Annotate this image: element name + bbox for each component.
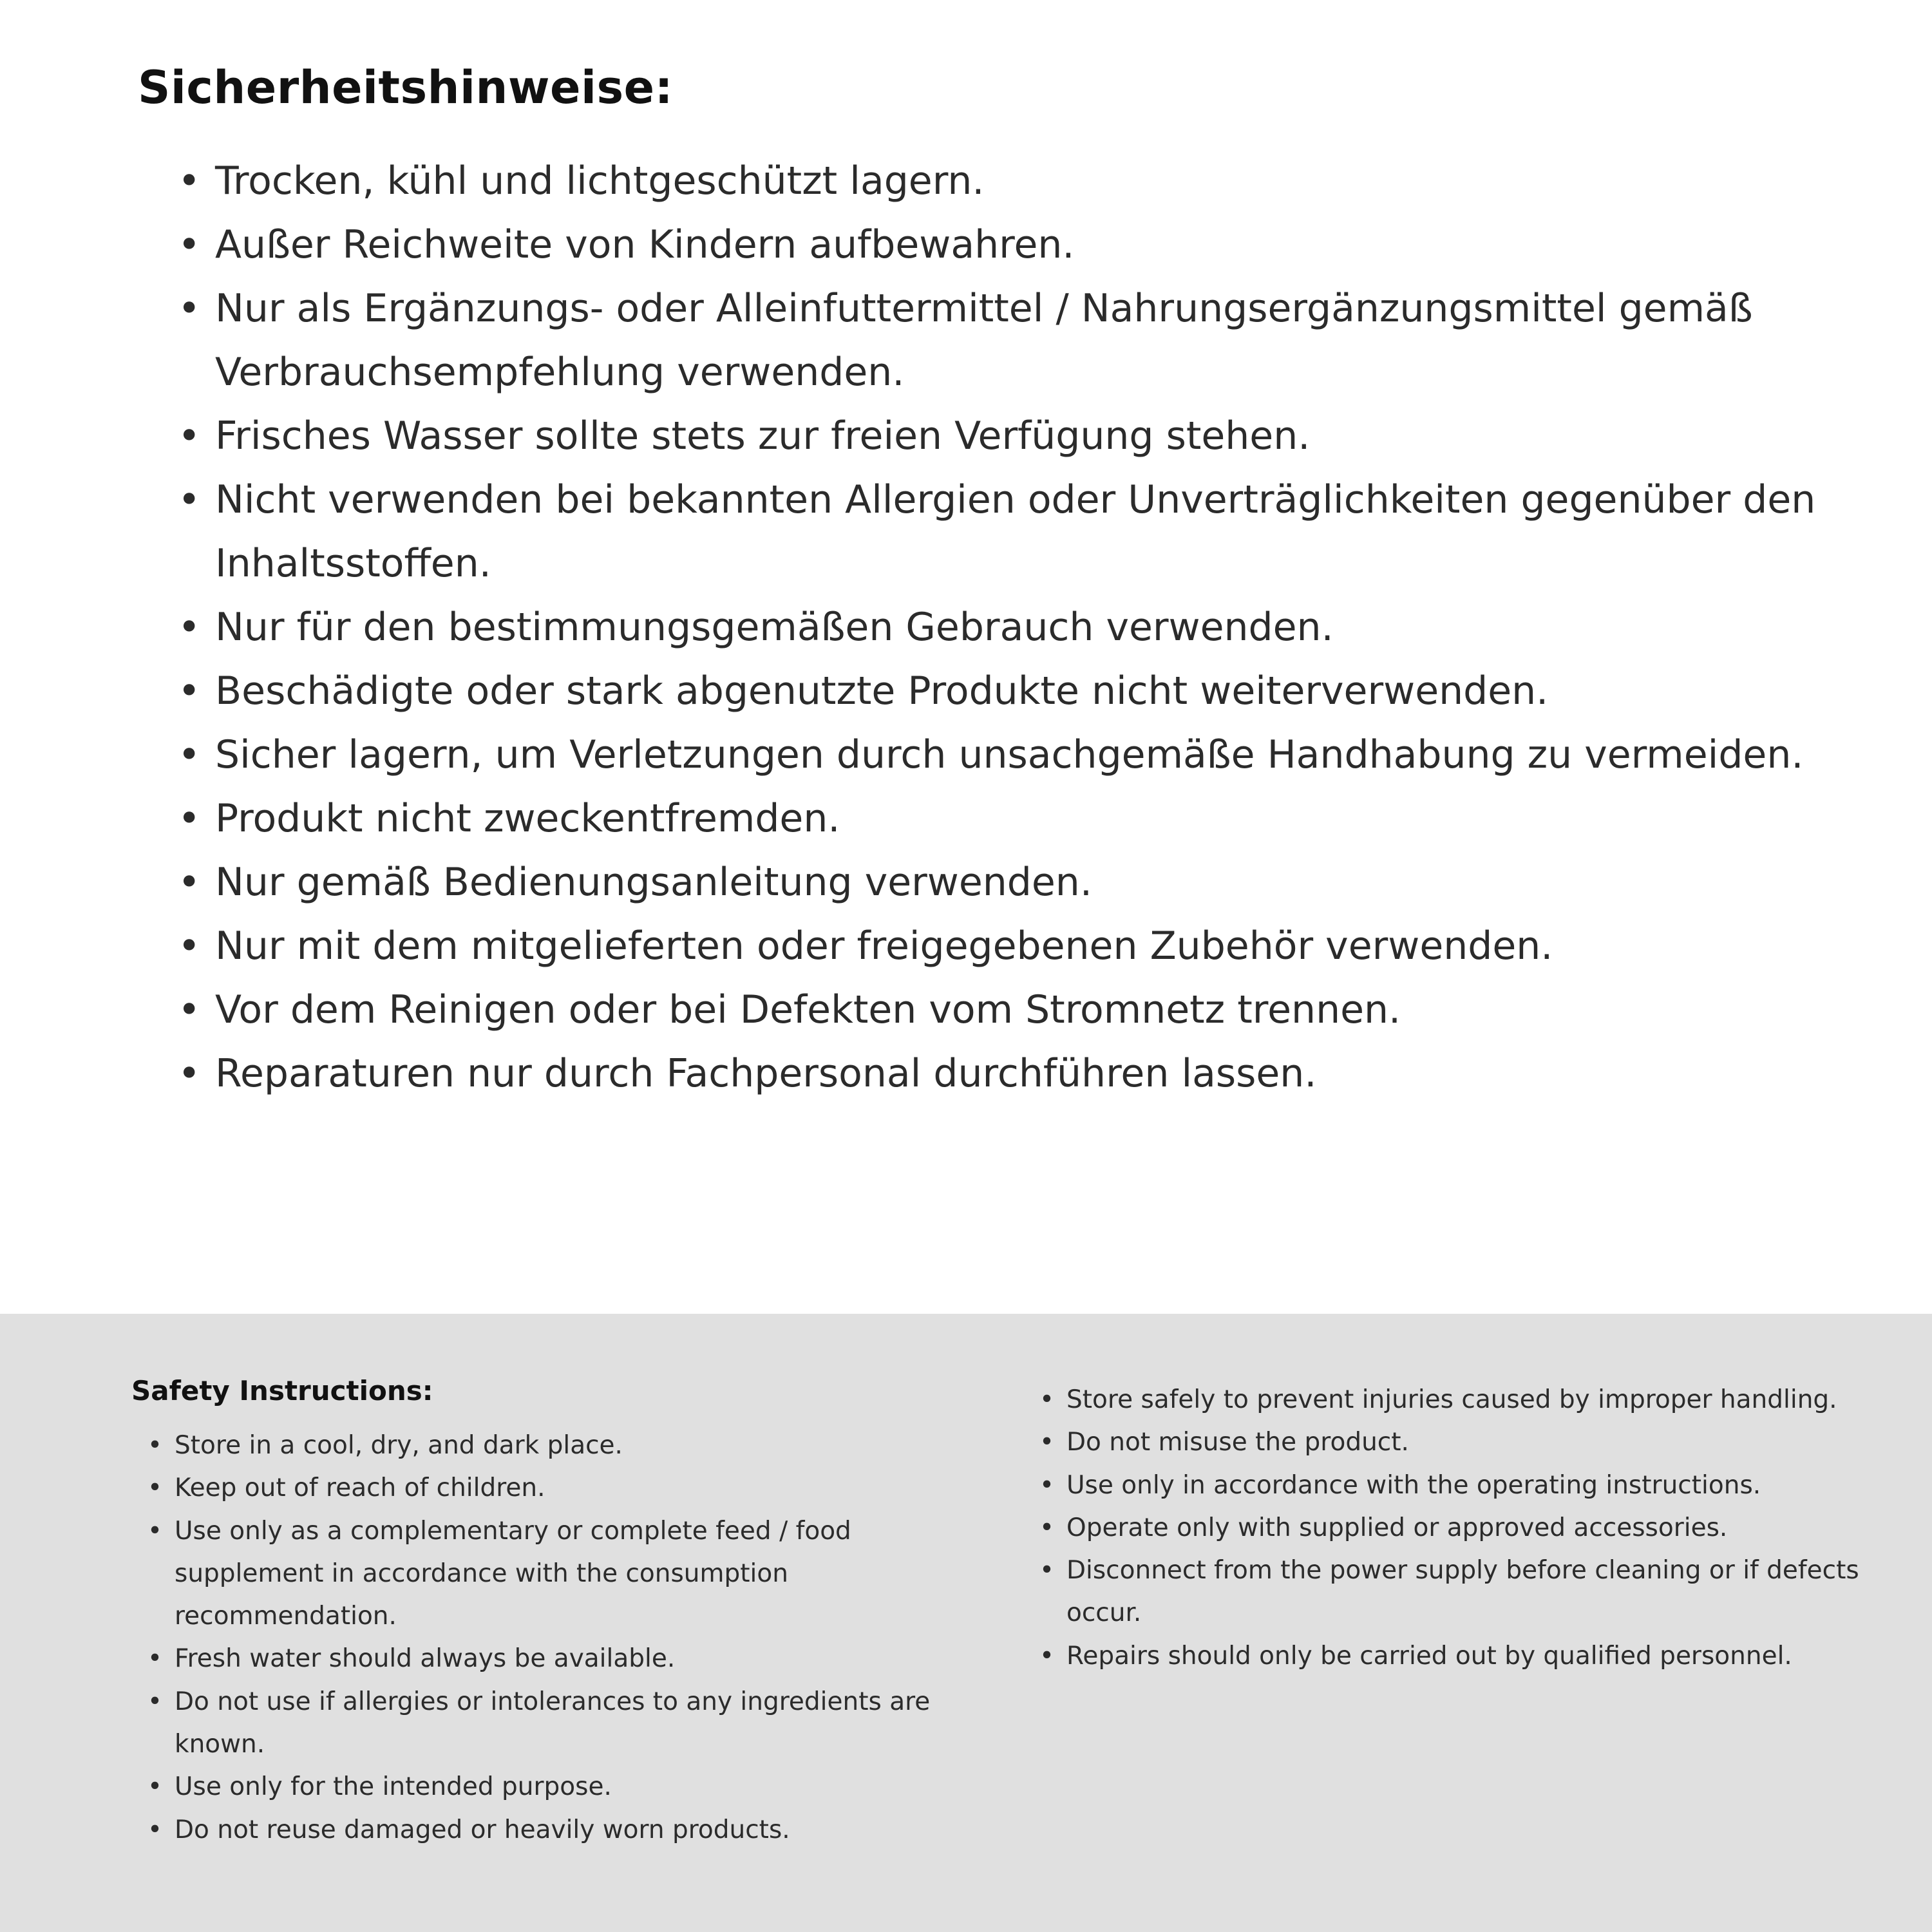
german-safety-item: • Beschädigte oder stark abgenutzte Produkte nicht weiterverwenden. [178, 659, 1826, 723]
english-title: Safety Instructions: [131, 1375, 433, 1406]
german-safety-item: • Produkt nicht zweckentfremden. [178, 787, 1826, 851]
german-title: Sicherheitshinweise: [138, 61, 674, 114]
english-safety-list-left [147, 1425, 949, 1852]
german-safety-item: • Vor dem Reinigen oder bei Defekten vom Stromnetz trennen. [178, 978, 1826, 1042]
german-safety-list [178, 149, 1826, 1106]
english-safety-item: • Use only for the intended purpose. [147, 1766, 949, 1808]
english-section [0, 1314, 1932, 1932]
german-safety-item: • Nur mit dem mitgelieferten oder freigegebenen Zubehör verwenden. [178, 914, 1826, 978]
german-safety-item: • Trocken, kühl und lichtgeschützt lagern. [178, 149, 1826, 213]
english-safety-item: • Repairs should only be carried out by qualified personnel. [1039, 1635, 1880, 1678]
english-safety-item: • Use only as a complementary or complete feed / food supplement in accordance with the consumption recommendation. [147, 1510, 949, 1638]
english-safety-item: • Do not misuse the product. [1039, 1421, 1880, 1464]
german-safety-item: • Nicht verwenden bei bekannten Allergien oder Unverträglichkeiten gegenüber den Inhaltsstoffen. [178, 468, 1826, 596]
german-safety-item: • Reparaturen nur durch Fachpersonal durchführen lassen. [178, 1042, 1826, 1106]
german-safety-item: • Sicher lagern, um Verletzungen durch unsachgemäße Handhabung zu vermeiden. [178, 723, 1826, 787]
english-safety-list-right [1039, 1375, 1880, 1678]
german-safety-item: • Nur gemäß Bedienungsanleitung verwenden. [178, 851, 1826, 914]
english-safety-item: • Do not reuse damaged or heavily worn products. [147, 1809, 949, 1852]
english-safety-item: • Do not use if allergies or intolerances to any ingredients are known. [147, 1681, 949, 1766]
german-safety-item: • Außer Reichweite von Kindern aufbewahren. [178, 213, 1826, 277]
english-safety-item: • Fresh water should always be available. [147, 1638, 949, 1680]
german-safety-item: • Frisches Wasser sollte stets zur freien Verfügung stehen. [178, 404, 1826, 468]
english-left-column [131, 1375, 949, 1893]
english-safety-item: • Store in a cool, dry, and dark place. [147, 1425, 949, 1467]
english-safety-item: • Disconnect from the power supply before cleaning or if defects occur. [1039, 1549, 1880, 1635]
german-safety-item: • Nur für den bestimmungsgemäßen Gebrauch verwenden. [178, 596, 1826, 659]
english-right-column [1039, 1375, 1880, 1893]
english-safety-item: • Keep out of reach of children. [147, 1467, 949, 1510]
english-safety-item: • Operate only with supplied or approved accessories. [1039, 1507, 1880, 1549]
english-safety-item: • Use only in accordance with the operating instructions. [1039, 1464, 1880, 1507]
german-safety-item: • Nur als Ergänzungs- oder Alleinfuttermittel / Nahrungsergänzungsmittel gemäß Verbrauchsempfehlung verwenden. [178, 277, 1826, 404]
english-safety-item: • Store safely to prevent injuries caused by improper handling. [1039, 1379, 1880, 1421]
